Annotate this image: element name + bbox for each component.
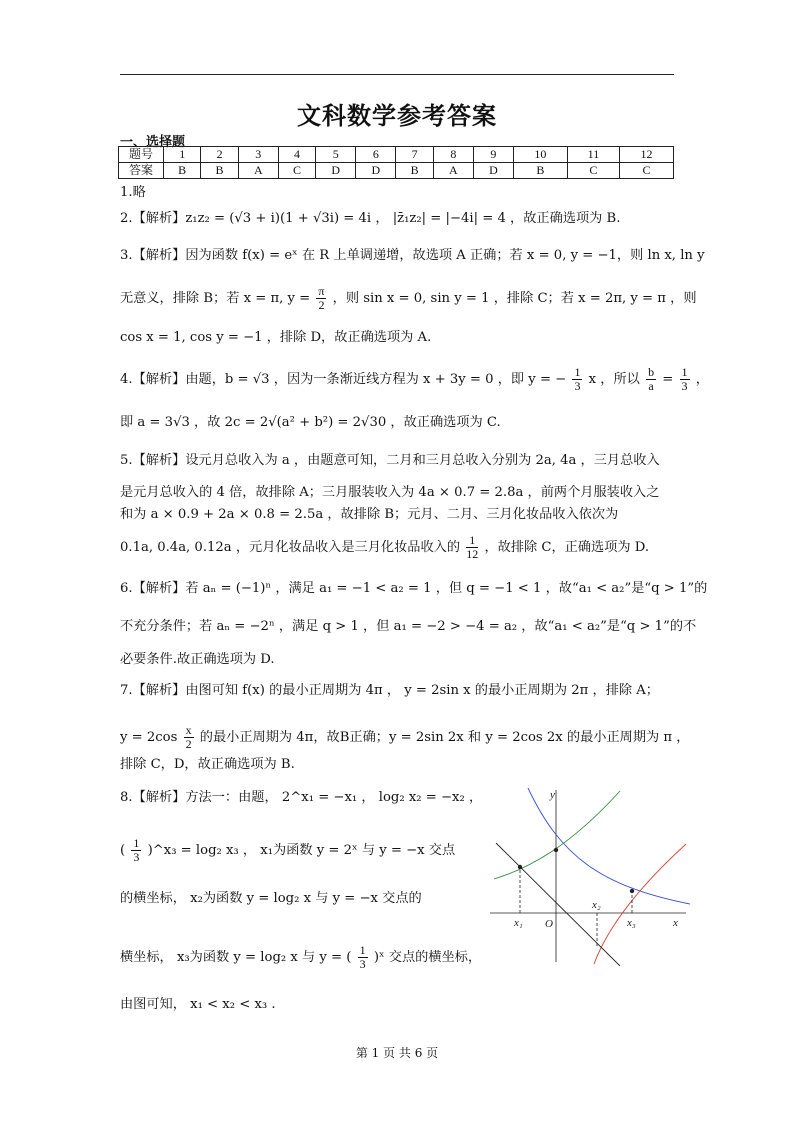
- fraction-denominator: 2: [318, 298, 325, 312]
- intersection-point-y-axis: [554, 848, 558, 852]
- fraction-denominator: 3: [681, 379, 688, 393]
- fraction-denominator: 2: [185, 737, 192, 751]
- q8-line-4: [120, 944, 481, 971]
- function-graph: [490, 786, 690, 966]
- table-cell: A: [433, 163, 473, 179]
- fraction: [646, 366, 656, 393]
- q5-line-3: 和为 a × 0.9 + 2a × 0.8 = 2.5a ，故排除 B；元月、二月、三月化妆品收入依次为: [120, 507, 619, 522]
- table-cell: D: [316, 163, 356, 179]
- table-cell: B: [513, 163, 567, 179]
- text-run: ，则 sin x = 0, sin y = 1 ，排除 C；若 x = 2π, y = π ，则: [332, 291, 697, 306]
- x-axis-label: x: [673, 917, 678, 929]
- table-row-label: 题号: [119, 147, 164, 163]
- table-cell: 5: [316, 147, 356, 163]
- one-third-power-curve: [528, 788, 690, 904]
- table-cell: D: [473, 163, 513, 179]
- fraction: [358, 944, 368, 971]
- fraction-denominator: 12: [466, 547, 479, 561]
- fraction-numerator: 1: [466, 534, 478, 548]
- fraction-denominator: a: [648, 379, 654, 393]
- text-run: 0.1a, 0.4a, 0.12a ，元月化妆品收入是三月化妆品收入的: [120, 540, 461, 555]
- table-cell: 1: [164, 147, 201, 163]
- fraction-numerator: 1: [359, 943, 366, 957]
- text-run: )ˣ 交点的横坐标，: [373, 950, 482, 965]
- table-cell: B: [164, 163, 201, 179]
- table-cell: 11: [567, 147, 619, 163]
- table-cell: 12: [619, 147, 673, 163]
- origin-label: O: [545, 918, 553, 930]
- text-run: 无意义，排除 B；若 x = π, y =: [120, 291, 311, 306]
- intersection-point-x3: [630, 889, 634, 893]
- table-cell: 6: [356, 147, 396, 163]
- line-y-neg-x: [496, 843, 620, 966]
- section-heading: 一、选择题: [120, 135, 186, 150]
- q3-line-1: 3.【解析】因为函数 f(x) = eˣ 在 R 上单调递增，故选项 A 正确；若 x = 0, y = −1，则 ln x, ln y: [120, 248, 705, 263]
- y-axis-label: y: [550, 789, 555, 801]
- top-rule: [120, 74, 674, 75]
- x1-label: x₁: [514, 917, 523, 929]
- table-cell: A: [238, 163, 278, 179]
- table-row-answers: [119, 163, 674, 179]
- table-cell: 8: [433, 147, 473, 163]
- table-cell: B: [201, 163, 238, 179]
- text-run: (: [120, 843, 126, 858]
- fraction: [184, 724, 194, 751]
- text-run: 的最小正周期为 4π，故B正确；y = 2sin 2x 和 y = 2cos 2x 的最小正周期为 π ，: [199, 730, 690, 745]
- q4-line-1: [120, 366, 709, 393]
- fraction-numerator: x: [185, 723, 192, 737]
- fraction-numerator: 1: [133, 836, 140, 850]
- fraction-numerator: 1: [574, 365, 581, 379]
- text-run: x ，所以: [588, 372, 640, 387]
- table-cell: 4: [278, 147, 315, 163]
- fraction-denominator: 3: [574, 379, 581, 393]
- table-cell: 9: [473, 147, 513, 163]
- page-footer: 第 1 页 共 6 页: [355, 1046, 439, 1060]
- q5-line-2: 是元月总收入的 4 倍，故排除 A；三月服装收入为 4a × 0.7 = 2.8a ，前两个月服装收入之: [120, 485, 660, 500]
- q7-line-1: 7.【解析】由图可知 f(x) 的最小正周期为 4π ， y = 2sin x 的最小正周期为 2π ，排除 A；: [120, 683, 659, 698]
- table-cell: 3: [238, 147, 278, 163]
- page-title: 文科数学参考答案: [297, 101, 497, 130]
- text-run: 4.【解析】由题，b = √3 ，因为一条渐近线方程为 x + 3y = 0 ，即 y = −: [120, 372, 567, 387]
- fraction-denominator: 3: [359, 957, 366, 971]
- table-cell: 7: [396, 147, 433, 163]
- q6-line-3: 必要条件.故正确选项为 D.: [120, 652, 275, 667]
- log2-curve: [594, 844, 686, 964]
- x2-label: x₂: [592, 899, 601, 911]
- table-cell: 2: [201, 147, 238, 163]
- fraction-numerator: 1: [681, 365, 688, 379]
- text-run: ，故排除 C，正确选项为 D.: [484, 540, 650, 555]
- fraction: [316, 285, 326, 312]
- q4-line-2: 即 a = 3√3 ，故 2c = 2√(a² + b²) = 2√30 ，故正确选项为 C.: [120, 415, 501, 430]
- table-cell: B: [396, 163, 433, 179]
- text-run: y = 2cos: [120, 730, 178, 745]
- fraction-denominator: 3: [133, 850, 140, 864]
- text-run: ，: [695, 372, 709, 387]
- table-row-numbers: [119, 147, 674, 163]
- table-cell: C: [619, 163, 673, 179]
- q8-line-3: 的横坐标， x₂为函数 y = log₂ x 与 y = −x 交点的: [120, 891, 422, 906]
- q6-line-1: 6.【解析】若 aₙ = (−1)ⁿ ，满足 a₁ = −1 < a₂ = 1 ，但 q = −1 < 1 ，故“a₁ < a₂”是“q > 1”的: [120, 581, 708, 596]
- q2-line: 2.【解析】z₁z₂ = (√3 + i)(1 + √3i) = 4i ， |z̄₁z₂| = |−4i| = 4 ，故正确选项为 B.: [120, 211, 621, 226]
- fraction: [466, 534, 478, 561]
- fraction-numerator: b: [648, 365, 655, 379]
- fraction: [680, 366, 690, 393]
- intersection-point-x1: [518, 865, 522, 869]
- q8-line-2: [120, 837, 455, 864]
- x3-label: x₃: [627, 917, 636, 929]
- fraction: [572, 366, 582, 393]
- q5-line-1: 5.【解析】设元月总收入为 a ，由题意可知，二月和三月总收入分别为 2a, 4a ，三月总收入: [120, 453, 660, 468]
- fraction-numerator: π: [318, 284, 325, 298]
- text-run: )^x₃ = log₂ x₃ ， x₁为函数 y = 2ˣ 与 y = −x 交点: [147, 843, 456, 858]
- q8-line-1: 8.【解析】方法一：由题， 2^x₁ = −x₁ ， log₂ x₂ = −x₂ ，: [120, 790, 483, 805]
- text-run: =: [662, 372, 674, 387]
- q6-line-2: 不充分条件；若 aₙ = −2ⁿ ，满足 q > 1 ，但 a₁ = −2 > −4 = a₂ ，故“a₁ < a₂”是“q > 1”的不: [120, 619, 697, 634]
- q7-line-3: 排除 C，D，故正确选项为 B.: [120, 757, 295, 772]
- table-row-label: 答案: [119, 163, 164, 179]
- q3-line-2: [120, 285, 697, 312]
- table-cell: C: [567, 163, 619, 179]
- table-cell: C: [278, 163, 315, 179]
- q1-line: 1.略: [120, 185, 146, 200]
- fraction: [131, 837, 141, 864]
- table-cell: D: [356, 163, 396, 179]
- q3-line-3: cos x = 1, cos y = −1 ，排除 D，故正确选项为 A.: [120, 330, 432, 345]
- text-run: 横坐标， x₃为函数 y = log₂ x 与 y = (: [120, 950, 352, 965]
- q8-line-5: 由图可知， x₁ < x₂ < x₃ .: [120, 997, 276, 1012]
- table-cell: 10: [513, 147, 567, 163]
- answer-table: [118, 146, 674, 179]
- q5-line-4: [120, 534, 649, 561]
- q7-line-2: [120, 724, 689, 751]
